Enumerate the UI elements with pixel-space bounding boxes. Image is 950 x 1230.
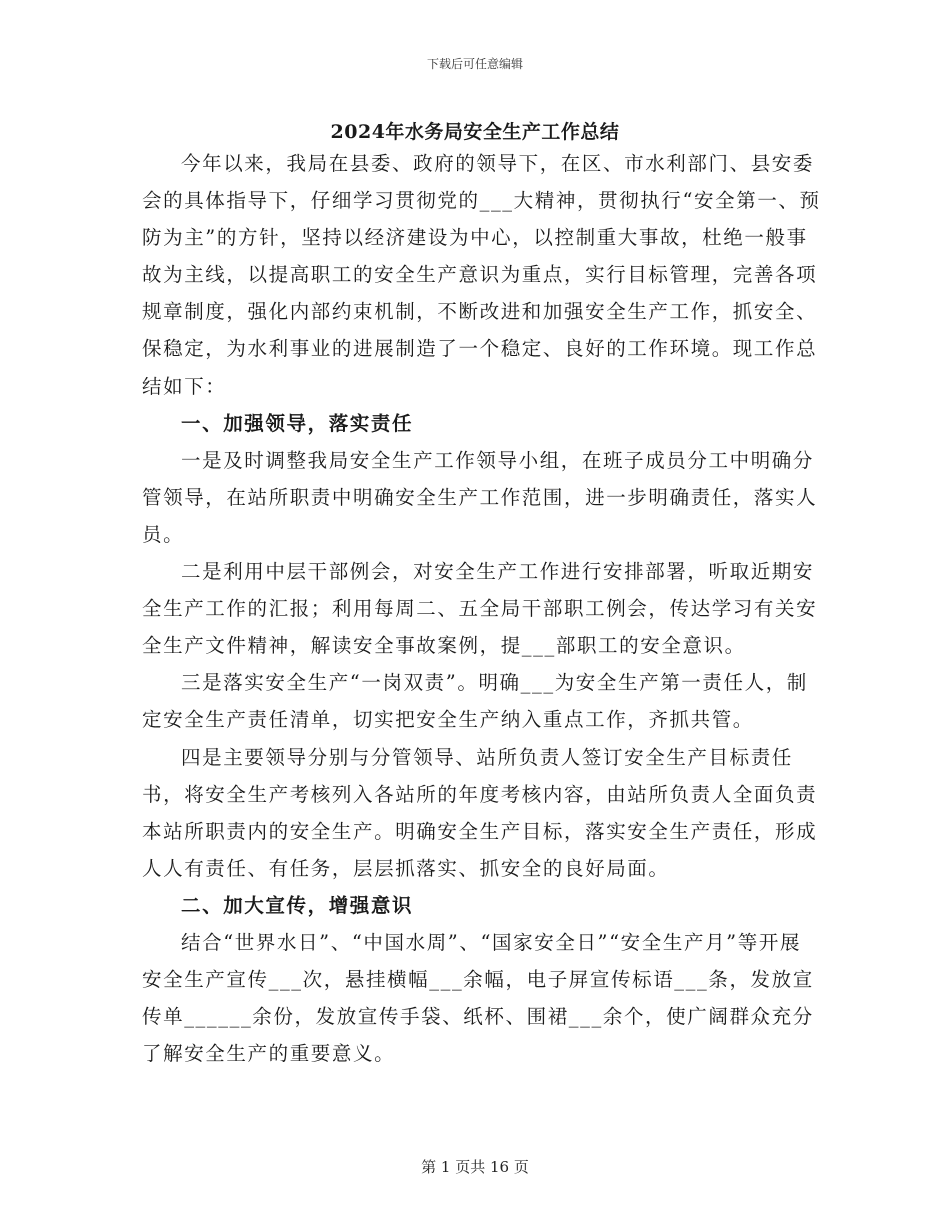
document-title: 2024年水务局安全生产工作总结 [330, 121, 620, 143]
body-paragraph: 结合“世界水日”、“中国水周”、“国家安全日”“安全生产月”等开展安全生产宣传___次，悬挂横幅___余幅，电子屏宣传标语___条，发放宣传单______余份，发放宣传手袋、纸杯、围裙___余个，使广阔群众充分了解安全生产的重要意义。 [142, 930, 814, 1066]
section-heading-2: 二、加大宣传，增强意识 [181, 893, 414, 917]
document-body [142, 145, 822, 1072]
body-paragraph: 一是及时调整我局安全生产工作领导小组，在班子成员分工中明确分管领导，在站所职责中明确安全生产工作范围，进一步明确责任，落实人员。 [142, 448, 818, 546]
intro-paragraph: 今年以来，我局在县委、政府的领导下，在区、市水利部门、县安委会的具体指导下，仔细学习贯彻党的___大精神，贯彻执行“安全第一、预防为主”的方针，坚持以经济建设为中心，以控制重大事故，杜绝一般事故为主线，以提高职工的安全生产意识为重点，实行目标管理，完善各项规章制度，强化内部约束机制，不断改进和加强安全生产工作，抓安全、保稳定，为水利事业的进展制造了一个稳定、良好的工作环境。现工作总结如下： [142, 152, 821, 398]
section-heading-1: 一、加强领导，落实责任 [181, 411, 414, 435]
body-paragraph: 二是利用中层干部例会，对安全生产工作进行安排部署，听取近期安全生产工作的汇报；利用每周二、五全局干部职工例会，传达学习有关安全生产文件精神，解读安全事故案例，提___部职工的安全意识。 [142, 560, 818, 658]
body-paragraph: 三是落实安全生产“一岗双责”。明确___为安全生产第一责任人，制定安全生产责任清单，切实把安全生产纳入重点工作，齐抓共管。 [142, 671, 808, 732]
page-number: 第 1 页共 16 页 [421, 1158, 529, 1176]
body-paragraph: 四是主要领导分别与分管领导、站所负责人签订安全生产目标责任书，将安全生产考核列入各站所的年度考核内容，由站所负责人全面负责本站所职责内的安全生产。明确安全生产目标，落实安全生产责任，形成人人有责任、有任务，层层抓落实、抓安全的良好局面。 [142, 745, 818, 880]
header-note: 下载后可任意编辑 [426, 57, 523, 71]
